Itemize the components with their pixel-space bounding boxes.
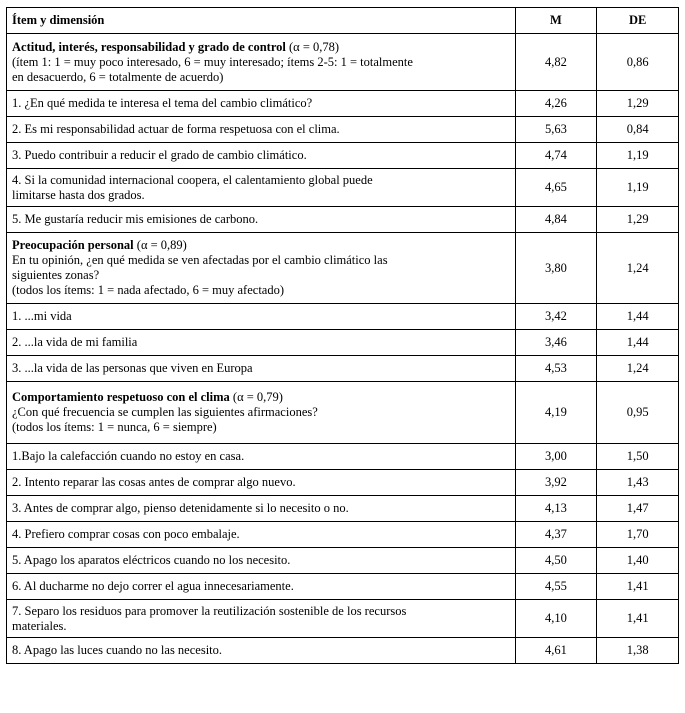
cell-m: 4,82 — [515, 34, 597, 91]
table-row — [7, 207, 679, 233]
section-line: (ítem 1: 1 = muy poco interesado, 6 = muy interesado; ítems 2-5: 1 = totalmente — [12, 54, 413, 69]
cell-item — [7, 169, 516, 207]
cell-m: 4,10 — [515, 600, 597, 638]
cell-de: 1,29 — [597, 207, 679, 233]
table-row — [7, 470, 679, 496]
section-header-row — [7, 382, 679, 444]
table-row — [7, 444, 679, 470]
table-row — [7, 548, 679, 574]
table-row — [7, 522, 679, 548]
table-row — [7, 330, 679, 356]
cell-item: 2. Es mi responsabilidad actuar de forma respetuosa con el clima. — [7, 117, 516, 143]
cell-item: 5. Me gustaría reducir mis emisiones de carbono. — [7, 207, 516, 233]
cell-m: 3,80 — [515, 233, 597, 304]
section-header-row — [7, 34, 679, 91]
cell-de: 1,44 — [597, 330, 679, 356]
section-title: Comportamiento respetuoso con el clima — [12, 390, 230, 404]
cell-item: 3. Puedo contribuir a reducir el grado de cambio climático. — [7, 143, 516, 169]
section-description — [7, 382, 516, 444]
cell-m: 4,26 — [515, 91, 597, 117]
cell-de: 1,47 — [597, 496, 679, 522]
table-row — [7, 304, 679, 330]
cell-item: 3. ...la vida de las personas que viven en Europa — [7, 356, 516, 382]
cell-item: 8. Apago las luces cuando no las necesito. — [7, 638, 516, 664]
cell-m: 3,92 — [515, 470, 597, 496]
cell-m: 4,19 — [515, 382, 597, 444]
cell-line: materiales. — [12, 618, 67, 633]
section-line: ¿Con qué frecuencia se cumplen las siguientes afirmaciones? — [12, 405, 318, 419]
section-description — [7, 34, 516, 91]
header-item: Ítem y dimensión — [7, 8, 516, 34]
cell-de: 1,29 — [597, 91, 679, 117]
cell-item: 3. Antes de comprar algo, pienso detenidamente si lo necesito o no. — [7, 496, 516, 522]
cell-line: limitarse hasta dos grados. — [12, 187, 145, 202]
section-line: (todos los ítems: 1 = nunca, 6 = siempre) — [12, 420, 217, 434]
cell-m: 3,42 — [515, 304, 597, 330]
cell-m: 3,46 — [515, 330, 597, 356]
cell-de: 1,44 — [597, 304, 679, 330]
cell-item: 1. ¿En qué medida te interesa el tema del cambio climático? — [7, 91, 516, 117]
cell-de: 1,19 — [597, 143, 679, 169]
cell-m: 4,13 — [515, 496, 597, 522]
cell-de: 0,84 — [597, 117, 679, 143]
table-row — [7, 169, 679, 207]
cell-de: 1,24 — [597, 233, 679, 304]
cell-m: 3,00 — [515, 444, 597, 470]
cell-item: 1. ...mi vida — [7, 304, 516, 330]
cell-de: 1,41 — [597, 600, 679, 638]
cell-item: 5. Apago los aparatos eléctricos cuando no los necesito. — [7, 548, 516, 574]
cell-line: 4. Si la comunidad internacional coopera, el calentamiento global puede — [12, 172, 373, 187]
table-row — [7, 117, 679, 143]
section-alpha: (α = 0,79) — [229, 390, 283, 404]
cell-m: 4,53 — [515, 356, 597, 382]
cell-de: 0,86 — [597, 34, 679, 91]
section-line: (todos los ítems: 1 = nada afectado, 6 = muy afectado) — [12, 283, 285, 297]
cell-de: 1,38 — [597, 638, 679, 664]
table-row — [7, 638, 679, 664]
cell-m: 4,74 — [515, 143, 597, 169]
cell-de: 1,70 — [597, 522, 679, 548]
cell-de: 1,19 — [597, 169, 679, 207]
table-row — [7, 91, 679, 117]
table-row — [7, 496, 679, 522]
section-alpha: (α = 0,78) — [285, 39, 340, 54]
cell-item: 2. ...la vida de mi familia — [7, 330, 516, 356]
cell-m: 4,84 — [515, 207, 597, 233]
header-m: M — [515, 8, 597, 34]
section-line: En tu opinión, ¿en qué medida se ven afectadas por el cambio climático las — [12, 253, 388, 267]
table-row — [7, 574, 679, 600]
section-description — [7, 233, 516, 304]
cell-m: 4,61 — [515, 638, 597, 664]
cell-de: 1,24 — [597, 356, 679, 382]
table-row — [7, 143, 679, 169]
table-row — [7, 600, 679, 638]
cell-de: 1,50 — [597, 444, 679, 470]
cell-de: 0,95 — [597, 382, 679, 444]
header-de: DE — [597, 8, 679, 34]
section-line: siguientes zonas? — [12, 268, 100, 282]
section-alpha: (α = 0,89) — [133, 238, 187, 252]
cell-item — [7, 600, 516, 638]
cell-item: 2. Intento reparar las cosas antes de comprar algo nuevo. — [7, 470, 516, 496]
cell-item: 6. Al ducharme no dejo correr el agua innecesariamente. — [7, 574, 516, 600]
cell-m: 4,65 — [515, 169, 597, 207]
cell-item: 1.Bajo la calefacción cuando no estoy en casa. — [7, 444, 516, 470]
section-header-row — [7, 233, 679, 304]
cell-item: 4. Prefiero comprar cosas con poco embalaje. — [7, 522, 516, 548]
table-row — [7, 356, 679, 382]
cell-m: 4,37 — [515, 522, 597, 548]
section-title: Preocupación personal — [12, 238, 134, 252]
section-title: Actitud, interés, responsabilidad y grado de control — [12, 39, 286, 54]
cell-m: 4,50 — [515, 548, 597, 574]
cell-de: 1,41 — [597, 574, 679, 600]
results-table — [6, 7, 679, 664]
cell-m: 5,63 — [515, 117, 597, 143]
cell-m: 4,55 — [515, 574, 597, 600]
cell-de: 1,40 — [597, 548, 679, 574]
cell-de: 1,43 — [597, 470, 679, 496]
cell-line: 7. Separo los residuos para promover la reutilización sostenible de los recursos — [12, 603, 407, 618]
section-line: en desacuerdo, 6 = totalmente de acuerdo) — [12, 69, 224, 84]
